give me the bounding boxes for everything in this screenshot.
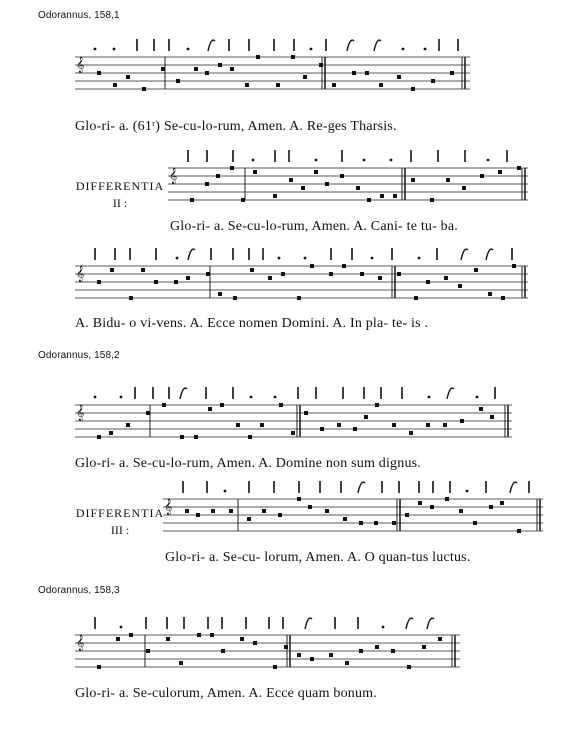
note-head — [291, 431, 295, 435]
note-head — [166, 637, 170, 641]
note-head — [303, 75, 307, 79]
note-head — [161, 67, 165, 71]
note-head — [233, 296, 237, 300]
neume-mark — [180, 388, 187, 399]
note-head — [405, 513, 409, 517]
note-head — [430, 198, 434, 202]
note-head — [250, 268, 254, 272]
note-head — [458, 284, 462, 288]
note-head — [278, 513, 282, 517]
neume-mark — [347, 40, 354, 51]
note-head — [319, 63, 323, 67]
neume-mark — [461, 249, 468, 260]
note-head — [345, 661, 349, 665]
note-head — [325, 182, 329, 186]
note-head — [218, 292, 222, 296]
note-head — [517, 529, 521, 533]
note-head — [367, 198, 371, 202]
neume-mark — [250, 396, 253, 399]
note-head — [360, 272, 364, 276]
neume-mark — [187, 48, 190, 51]
note-head — [407, 665, 411, 669]
neume-mark — [418, 257, 421, 260]
note-head — [126, 423, 130, 427]
clef-icon: 𝄞 — [76, 405, 85, 421]
note-head — [262, 509, 266, 513]
note-head — [444, 276, 448, 280]
note-head — [473, 521, 477, 525]
neume-mark — [487, 159, 490, 162]
note-head — [343, 517, 347, 521]
note-head — [431, 79, 435, 83]
note-head — [253, 170, 257, 174]
neume-mark — [428, 396, 431, 399]
note-head — [392, 423, 396, 427]
note-head — [301, 186, 305, 190]
neume-mark — [120, 626, 123, 629]
note-head — [208, 407, 212, 411]
note-head — [498, 170, 502, 174]
note-head — [253, 641, 257, 645]
note-head — [329, 653, 333, 657]
note-head — [340, 174, 344, 178]
note-head — [409, 431, 413, 435]
note-head — [276, 83, 280, 87]
note-head — [418, 501, 422, 505]
note-head — [273, 194, 277, 198]
note-head — [205, 182, 209, 186]
note-head — [97, 665, 101, 669]
note-head — [430, 505, 434, 509]
source-caption-1: Odorannus, 158,1 — [38, 10, 120, 21]
note-head — [116, 637, 120, 641]
note-head — [221, 649, 225, 653]
note-head — [501, 296, 505, 300]
note-head — [241, 198, 245, 202]
lyric-line-1: Glo-ri- a. (61ʳ) Se-cu-lo-rum, Amen. A. Re-ges Tharsis. — [75, 119, 397, 134]
note-head — [210, 633, 214, 637]
neume-mark — [224, 490, 227, 493]
note-head — [314, 170, 318, 174]
note-head — [97, 435, 101, 439]
note-head — [342, 264, 346, 268]
note-head — [256, 55, 260, 59]
note-head — [426, 280, 430, 284]
note-head — [279, 403, 283, 407]
lyric-line-3: A. Bidu- o vi-vens. A. Ecce nomen Domini. A. In pla- te- is . — [75, 316, 429, 331]
clef-icon: 𝄞 — [76, 57, 85, 73]
note-head — [479, 407, 483, 411]
note-head — [411, 87, 415, 91]
note-head — [245, 83, 249, 87]
note-head — [320, 427, 324, 431]
note-head — [414, 296, 418, 300]
neume-mark — [510, 482, 517, 493]
note-head — [129, 296, 133, 300]
note-head — [297, 296, 301, 300]
note-head — [284, 645, 288, 649]
note-head — [512, 264, 516, 268]
note-head — [443, 423, 447, 427]
note-head — [365, 71, 369, 75]
note-head — [460, 419, 464, 423]
note-head — [379, 83, 383, 87]
neume-mark — [113, 48, 116, 51]
lyric-line-6: Glo-ri- a. Se-culorum, Amen. A. Ecce quam bonum. — [75, 686, 377, 701]
note-head — [353, 427, 357, 431]
note-head — [517, 166, 521, 170]
neume-mark — [424, 48, 427, 51]
note-head — [220, 403, 224, 407]
note-head — [297, 653, 301, 657]
lyric-line-5: Glo-ri- a. Se-cu- lorum, Amen. A. O quan-tus luctus. — [165, 550, 471, 565]
neume-mark — [176, 257, 179, 260]
note-head — [240, 637, 244, 641]
note-head — [206, 272, 210, 276]
note-head — [146, 649, 150, 653]
note-head — [446, 178, 450, 182]
note-head — [392, 521, 396, 525]
note-head — [356, 186, 360, 190]
note-head — [281, 272, 285, 276]
note-head — [97, 280, 101, 284]
note-head — [197, 633, 201, 637]
note-head — [194, 67, 198, 71]
neume-mark — [94, 396, 97, 399]
note-head — [260, 423, 264, 427]
note-head — [185, 509, 189, 513]
note-head — [236, 423, 240, 427]
note-head — [126, 75, 130, 79]
note-head — [180, 435, 184, 439]
neume-mark — [466, 490, 469, 493]
neume-mark — [406, 618, 413, 629]
note-head — [162, 403, 166, 407]
note-head — [97, 71, 101, 75]
note-head — [450, 71, 454, 75]
note-head — [291, 55, 295, 59]
note-head — [247, 517, 251, 521]
note-head — [397, 75, 401, 79]
note-head — [375, 645, 379, 649]
note-head — [329, 272, 333, 276]
note-head — [186, 276, 190, 280]
neume-mark — [371, 257, 374, 260]
source-caption-2: Odorannus, 158,2 — [38, 350, 120, 361]
note-head — [438, 637, 442, 641]
source-caption-3: Odorannus, 158,3 — [38, 585, 120, 596]
note-head — [359, 521, 363, 525]
note-head — [218, 63, 222, 67]
note-head — [391, 649, 395, 653]
note-head — [129, 633, 133, 637]
note-head — [337, 423, 341, 427]
differentia-word: DIFFERENTIA — [75, 179, 165, 193]
note-head — [378, 276, 382, 280]
note-head — [445, 497, 449, 501]
neume-mark — [252, 159, 255, 162]
note-head — [359, 649, 363, 653]
neume-mark — [402, 48, 405, 51]
neume-mark — [305, 618, 312, 629]
clef-icon: 𝄞 — [76, 266, 85, 282]
note-head — [211, 509, 215, 513]
note-head — [310, 657, 314, 661]
note-head — [190, 198, 194, 202]
note-head — [490, 415, 494, 419]
note-head — [179, 661, 183, 665]
neume-mark — [363, 159, 366, 162]
note-head — [109, 431, 113, 435]
note-head — [480, 174, 484, 178]
neume-mark — [310, 48, 313, 51]
neume-mark — [486, 249, 493, 260]
note-head — [205, 71, 209, 75]
lyric-line-4: Glo-ri- a. Se-cu-lo-rum, Amen. A. Domine non sum dignus. — [75, 456, 421, 471]
note-head — [397, 272, 401, 276]
neume-mark — [358, 482, 365, 493]
differentia-number: III : — [110, 523, 130, 537]
note-head — [310, 264, 314, 268]
neume-mark — [427, 618, 434, 629]
note-head — [176, 79, 180, 83]
note-head — [422, 645, 426, 649]
note-head — [374, 521, 378, 525]
note-head — [289, 178, 293, 182]
differentia-word: DIFFERENTIA — [75, 506, 165, 520]
neume-mark — [447, 388, 454, 399]
note-head — [230, 67, 234, 71]
note-head — [474, 268, 478, 272]
neume-mark — [278, 257, 281, 260]
note-head — [268, 276, 272, 280]
neume-mark — [208, 40, 215, 51]
lyric-line-2: Glo-ri- a. Se-cu-lo-rum, Amen. A. Cani- te tu- ba. — [170, 219, 458, 234]
note-head — [489, 505, 493, 509]
neume-mark — [94, 48, 97, 51]
note-head — [304, 411, 308, 415]
note-head — [297, 497, 301, 501]
neume-mark — [120, 396, 123, 399]
note-head — [229, 509, 233, 513]
note-head — [459, 509, 463, 513]
note-head — [113, 83, 117, 87]
note-head — [110, 268, 114, 272]
note-head — [375, 403, 379, 407]
note-head — [325, 509, 329, 513]
note-head — [364, 415, 368, 419]
note-head — [154, 280, 158, 284]
neume-mark — [304, 257, 307, 260]
note-head — [380, 194, 384, 198]
note-head — [194, 435, 198, 439]
neume-mark — [374, 40, 381, 51]
neume-mark — [390, 159, 393, 162]
note-head — [393, 194, 397, 198]
note-head — [248, 435, 252, 439]
note-head — [411, 178, 415, 182]
note-head — [216, 174, 220, 178]
note-head — [141, 268, 145, 272]
note-head — [196, 513, 200, 517]
note-head — [332, 83, 336, 87]
neume-mark — [382, 626, 385, 629]
note-head — [488, 292, 492, 296]
neume-mark — [315, 159, 318, 162]
neume-mark — [476, 396, 479, 399]
note-head — [142, 87, 146, 91]
clef-icon: 𝄞 — [169, 168, 178, 184]
clef-icon: 𝄞 — [76, 635, 85, 651]
clef-icon: 𝄞 — [164, 499, 173, 515]
neume-mark — [188, 249, 195, 260]
note-head — [462, 186, 466, 190]
note-head — [230, 166, 234, 170]
note-head — [174, 280, 178, 284]
note-head — [273, 665, 277, 669]
note-head — [500, 501, 504, 505]
note-head — [426, 423, 430, 427]
note-head — [146, 411, 150, 415]
note-head — [308, 505, 312, 509]
note-head — [352, 71, 356, 75]
neume-mark — [274, 396, 277, 399]
differentia-number: II : — [112, 196, 128, 210]
